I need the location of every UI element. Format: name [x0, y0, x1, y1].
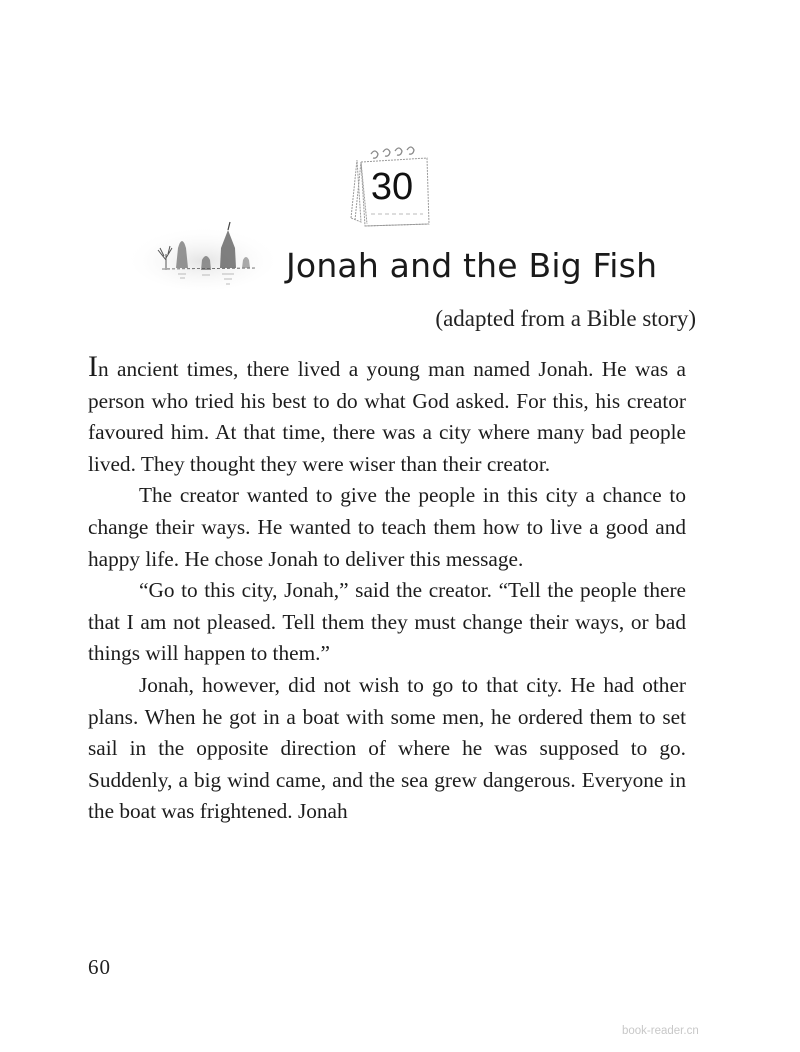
- chapter-number: 30: [370, 166, 414, 208]
- story-body: [88, 352, 686, 828]
- paragraph-2: The creator wanted to give the people in this city a chance to change their ways. He wanted to teach them how to live a good and happy life. He chose Jonah to deliver this message.: [88, 483, 686, 571]
- village-sketch-illustration: [128, 208, 278, 293]
- page-number: 60: [88, 955, 111, 979]
- paragraph-1: In ancient times, there lived a young man named Jonah. He was a person who tried his best to do what God asked. For this, his creator favoured him. At that time, there was a city where many bad people lived. They thought they were wiser than their creator.: [88, 350, 686, 476]
- story-title: Jonah and the Big Fish: [286, 246, 658, 285]
- story-subtitle: (adapted from a Bible story): [435, 306, 696, 331]
- drop-cap: I: [88, 350, 98, 383]
- paragraph-4: Jonah, however, did not wish to go to that city. He had other plans. When he got in a boat with some men, he ordered them to set sail in the opposite direction of where he was supposed to go. Suddenly, a big wind came, and the sea grew dangerous. Everyone in the boat was frightened. Jonah: [88, 672, 686, 824]
- paragraph-3: “Go to this city, Jonah,” said the creator. “Tell the people there that I am not pleased. Tell them they must change their ways, or bad things will happen to them.”: [88, 578, 686, 666]
- watermark: book-reader.cn: [622, 1025, 699, 1037]
